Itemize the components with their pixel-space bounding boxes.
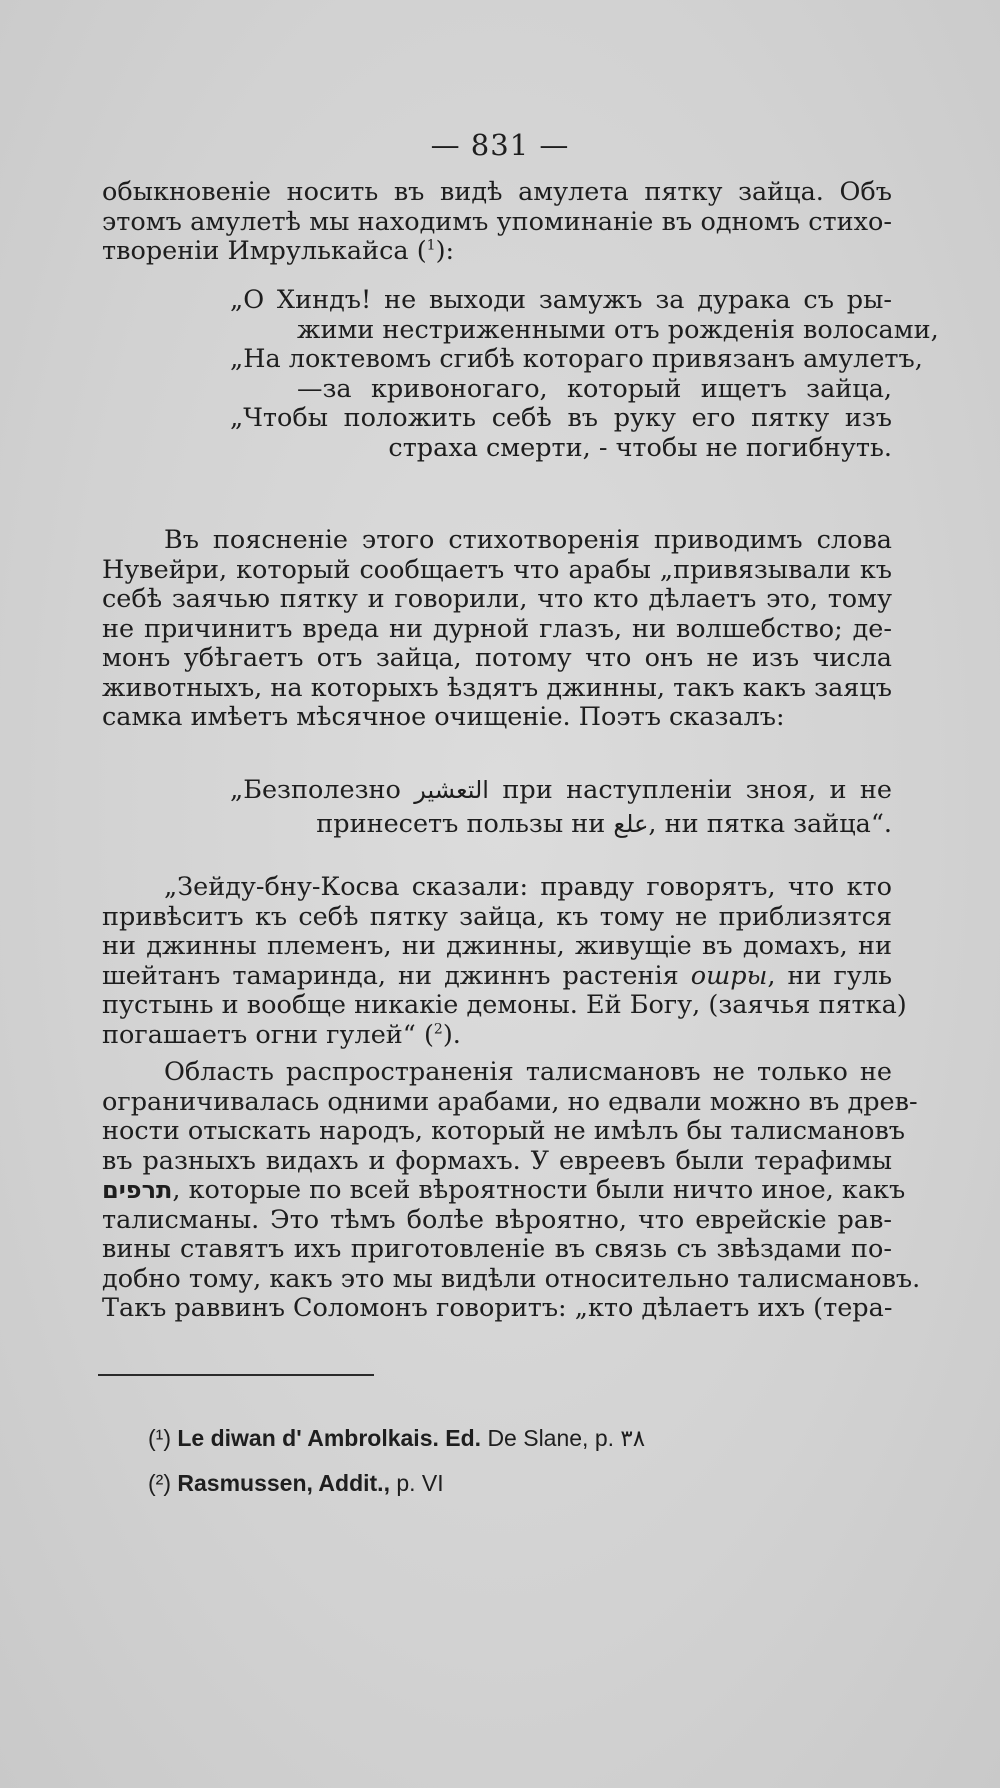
text-line: погашаетъ огни гулей“ ($^2$). [102, 1019, 461, 1050]
footnote-rest: p. VI [396, 1470, 444, 1496]
text-line: ограничивалась одними арабами, но едвали можно въ древ- [102, 1086, 918, 1117]
text-line: добно тому, какъ это мы видѣли относительно талисмановъ. [102, 1263, 921, 1294]
text-line: монъ убѣгаетъ отъ зайца, потому что онъ не изъ числа [102, 643, 892, 673]
footnote-marker: (²) [148, 1470, 171, 1496]
text-line: самка имѣетъ мѣсячное очищенiе. Поэтъ сказалъ: [102, 702, 785, 732]
paragraph-2 [102, 526, 892, 733]
footnote-2 [148, 1461, 908, 1506]
verse-line: „О Хиндъ! не выходи замужъ за дурака съ ры- [230, 285, 892, 315]
text-line: пустынь и вообще никакiе демоны. Ей Богу, (заячья пятка) [102, 990, 907, 1020]
text-line: этомъ амулетѣ мы находимъ упоминанiе въ одномъ стихо- [102, 206, 892, 237]
text-line: шейтанъ тамаринда, ни джиннъ растенiя ошры, ни гуль [102, 960, 892, 991]
footnotes [148, 1416, 908, 1506]
verse-line: жими нестриженными отъ рожденiя волосами, [297, 314, 939, 345]
verse-2 [102, 776, 892, 839]
text-line: обыкновенiе носить въ видѣ амулета пятку зайца. Объ [102, 177, 892, 207]
hebrew-word: תרפים [102, 1176, 173, 1204]
verse-line: „На локтевомъ сгибѣ котораго привязанъ амулетъ, [230, 344, 923, 374]
text-line: Нувейри, который сообщаетъ что арабы „привязывали къ [102, 554, 892, 585]
arabic-word: التعشير [414, 776, 489, 804]
text-line: не причинитъ вреда ни дурной глазъ, ни волшебство; де- [102, 613, 892, 644]
page-number: — 831 — [430, 128, 570, 162]
footnote-1 [148, 1416, 908, 1461]
footnote-ref: 1 [426, 237, 436, 254]
text-line: „Зейду-бну-Косва сказали: правду говорятъ, что кто [164, 872, 892, 902]
footnote-marker: (¹) [148, 1425, 171, 1451]
arabic-word: علع [613, 809, 649, 838]
verse-line: принесетъ пользы ни علع, ни пятка зайца“. [316, 808, 892, 839]
verse-line: „Чтобы положить себѣ въ руку его пятку изъ [230, 403, 892, 433]
text-line: Въ поясненiе этого стихотворенiя приводимъ слова [164, 525, 892, 555]
footnote-ref: 2 [433, 1021, 443, 1037]
paragraph-1 [102, 178, 892, 267]
italic-word: ошры [690, 960, 768, 991]
footnote-title: Le diwan d' Ambrolkais. Ed. [177, 1425, 482, 1451]
footnote-divider [98, 1374, 374, 1376]
text-line: вины ставятъ ихъ приготовленiе въ связь съ звѣздами по- [102, 1234, 892, 1264]
verse-1 [102, 285, 939, 463]
text-line: ни джинны племенъ, ни джинны, живущiе въ домахъ, ни [102, 931, 892, 961]
text-line: себѣ заячью пятку и говорили, что кто дѣлаетъ это, тому [102, 584, 892, 614]
footnote-title: Rasmussen, Addit., [177, 1470, 390, 1496]
text-line: Область распространенiя талисмановъ не только не [164, 1057, 892, 1087]
text-line: Такъ раввинъ Соломонъ говоритъ: „кто дѣлаетъ ихъ (тера- [102, 1293, 893, 1323]
text-line: привѣситъ къ себѣ пятку зайца, къ тому не приблизятся [102, 901, 892, 932]
text-line: תרפים, которые по всей вѣроятности были ничто иное, какъ [102, 1175, 906, 1205]
paragraph-4 [102, 1057, 921, 1324]
text-line: ности отыскать народъ, который не имѣлъ бы талисмановъ [102, 1116, 906, 1146]
text-line: талисманы. Это тѣмъ болѣе вѣроятно, что еврейскiе рав- [102, 1204, 892, 1235]
text-line: животныхъ, на которыхъ ѣздятъ джинны, такъ какъ заяцъ [102, 672, 892, 703]
footnote-rest: De Slane, p. ٣٨ [487, 1425, 646, 1451]
verse-line: —за кривоногаго, который ищетъ зайца, [297, 373, 892, 404]
paragraph-3 [102, 872, 907, 1050]
text-line: творенiи Имрулькайса ($^1$): [102, 236, 455, 266]
text-line: въ разныхъ видахъ и формахъ. У евреевъ были терафимы [102, 1145, 892, 1176]
verse-line: „Безполезно التعشير при наступленiи зноя, и не [230, 775, 893, 805]
verse-line: страха смерти, - чтобы не погибнуть. [388, 432, 892, 463]
